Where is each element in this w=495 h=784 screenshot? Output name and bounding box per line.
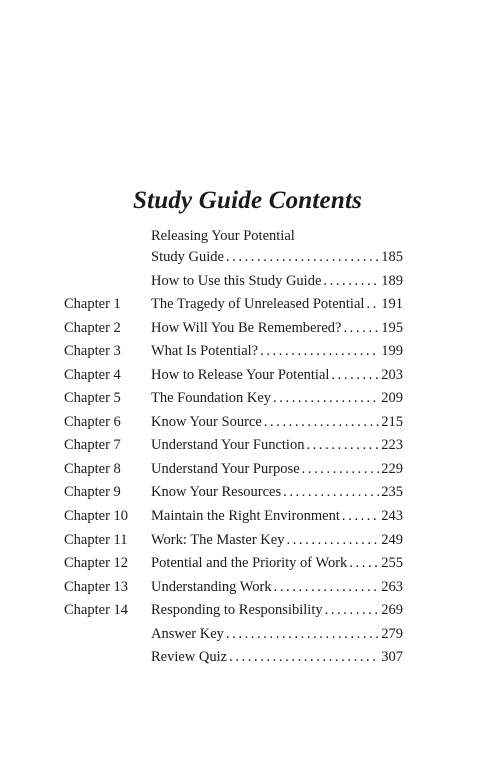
dot-leader: [286, 529, 379, 553]
chapter-label: Chapter 5: [64, 390, 121, 407]
page-number: 189: [381, 272, 403, 289]
dot-leader: [273, 387, 379, 411]
entry-title: Responding to Responsibility: [151, 602, 323, 619]
page-number: 215: [381, 413, 403, 430]
entry-title: Understand Your Purpose: [151, 460, 300, 477]
toc-row: [0, 529, 495, 553]
dot-leader: [366, 293, 379, 317]
section-heading: Releasing Your Potential: [151, 228, 295, 244]
toc-entry: [151, 458, 403, 482]
entry-title: Know Your Resources: [151, 484, 282, 501]
chapter-label: Chapter 14: [64, 602, 129, 619]
entry-title: Maintain the Right Environment: [151, 508, 340, 525]
toc-row: [0, 434, 495, 458]
chapter-label: Chapter 10: [64, 508, 129, 525]
chapter-label: Chapter 3: [64, 343, 121, 360]
page-number: 279: [381, 625, 403, 642]
toc-row: [0, 552, 495, 576]
toc-row: [0, 481, 495, 505]
toc-row: [0, 340, 495, 364]
entry-title: Work: The Master Key: [151, 531, 285, 548]
toc-row: [0, 387, 495, 411]
toc-entry: [151, 646, 403, 670]
chapter-label: Chapter 6: [64, 413, 121, 430]
toc-entry: [151, 623, 403, 647]
chapter-label: Chapter 7: [64, 437, 121, 454]
page-number: 243: [381, 508, 403, 525]
toc-row: [0, 505, 495, 529]
toc-entry: [151, 529, 403, 553]
page-number: 307: [381, 649, 403, 666]
toc-row: [0, 411, 495, 435]
page-number: 249: [381, 531, 403, 548]
dot-leader: [325, 599, 380, 623]
toc-entry: [151, 576, 403, 600]
page-number: 269: [381, 602, 403, 619]
toc-row: [0, 293, 495, 317]
dot-leader: [349, 552, 379, 576]
entry-title: The Foundation Key: [151, 390, 272, 407]
page-number: 255: [381, 555, 403, 572]
chapter-label: Chapter 12: [64, 555, 129, 572]
toc-row: [0, 623, 495, 647]
chapter-label: Chapter 2: [64, 319, 121, 336]
entry-title: Answer Key: [151, 625, 224, 642]
dot-leader: [264, 411, 379, 435]
dot-leader: [274, 576, 380, 600]
entry-title: Understand Your Function: [151, 437, 305, 454]
entry-title: The Tragedy of Unreleased Potential: [151, 296, 365, 313]
page-number: 199: [381, 343, 403, 360]
toc-row: [0, 599, 495, 623]
dot-leader: [306, 434, 379, 458]
page-number: 263: [381, 578, 403, 595]
entry-title: Potential and the Priority of Work: [151, 555, 348, 572]
dot-leader: [342, 505, 379, 529]
chapter-label: Chapter 11: [64, 531, 128, 548]
chapter-label: Chapter 8: [64, 460, 121, 477]
table-of-contents: [0, 246, 495, 670]
entry-title: How to Release Your Potential: [151, 366, 330, 383]
toc-entry: [151, 505, 403, 529]
page-number: 185: [381, 249, 403, 265]
chapter-label: Chapter 9: [64, 484, 121, 501]
chapter-label: Chapter 4: [64, 366, 121, 383]
page-number: 195: [381, 319, 403, 336]
dot-leader: [302, 458, 380, 482]
toc-entry: [151, 364, 403, 388]
dot-leader: [331, 364, 379, 388]
page-number: 235: [381, 484, 403, 501]
dot-leader: [226, 623, 379, 647]
page-number: 229: [381, 460, 403, 477]
toc-entry: [151, 387, 403, 411]
toc-entry: [151, 599, 403, 623]
entry-title: Know Your Source: [151, 413, 262, 430]
dot-leader: [323, 270, 379, 294]
toc-row: [0, 246, 495, 270]
toc-entry: [151, 552, 403, 576]
entry-title: Study Guide: [151, 249, 224, 265]
dot-leader: [229, 646, 379, 670]
entry-title: Understanding Work: [151, 578, 272, 595]
toc-row: [0, 364, 495, 388]
entry-title: What Is Potential?: [151, 343, 259, 360]
toc-row: [0, 576, 495, 600]
toc-entry: [151, 434, 403, 458]
toc-row: [0, 317, 495, 341]
dot-leader: [343, 317, 379, 341]
toc-entry: [151, 270, 403, 294]
dot-leader: [226, 246, 379, 270]
entry-title: How Will You Be Remembered?: [151, 319, 342, 336]
toc-row: [0, 458, 495, 482]
toc-entry: [151, 411, 403, 435]
page-number: 191: [381, 296, 403, 313]
toc-entry: [151, 340, 403, 364]
toc-entry: [151, 317, 403, 341]
toc-row: [0, 646, 495, 670]
page-number: 223: [381, 437, 403, 454]
chapter-label: Chapter 1: [64, 296, 121, 313]
page-title: Study Guide Contents: [132, 187, 363, 214]
toc-entry: [151, 246, 403, 270]
page-number: 203: [381, 366, 403, 383]
page-number: 209: [381, 390, 403, 407]
dot-leader: [283, 481, 379, 505]
entry-title: Review Quiz: [151, 649, 228, 666]
toc-entry: [151, 293, 403, 317]
toc-entry: [151, 481, 403, 505]
chapter-label: Chapter 13: [64, 578, 129, 595]
entry-title: How to Use this Study Guide: [151, 272, 322, 289]
dot-leader: [260, 340, 379, 364]
toc-row: [0, 270, 495, 294]
